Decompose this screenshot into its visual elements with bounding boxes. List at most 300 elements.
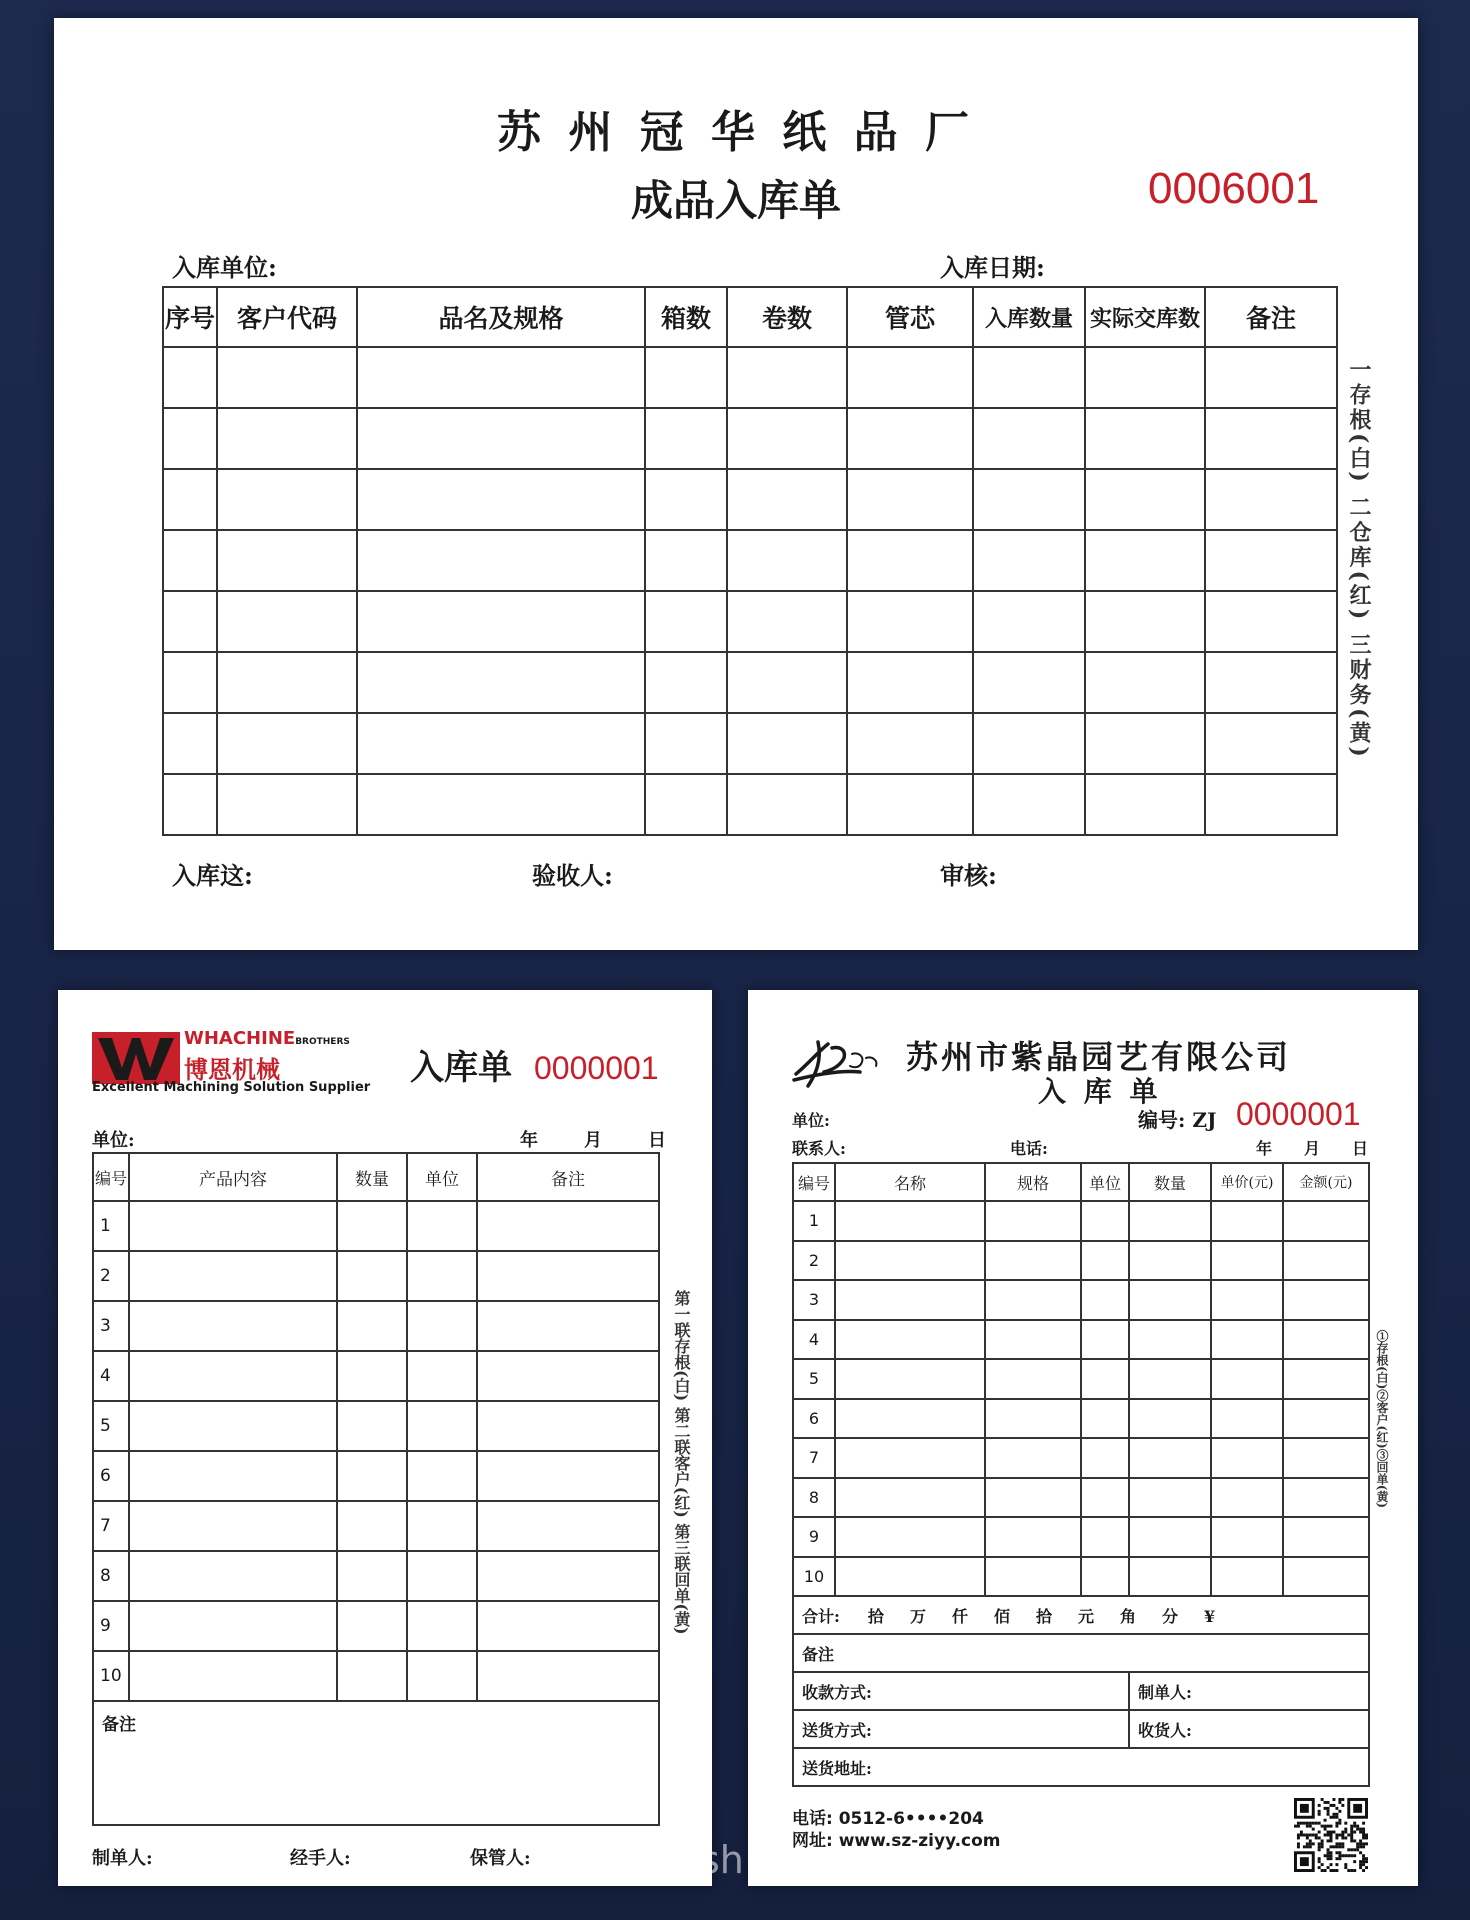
table-cell (985, 1557, 1081, 1597)
table-cell (217, 469, 357, 530)
table-cell (1205, 774, 1337, 835)
address-label: 送货地址: (793, 1748, 1369, 1786)
table-cell (1129, 1320, 1211, 1360)
footer-storer: 入库这: (172, 861, 253, 890)
table-cell (337, 1651, 407, 1701)
table-cell (1129, 1280, 1211, 1320)
inventory-form-guanhua (54, 18, 1418, 950)
inventory-form-zijing (748, 990, 1418, 1886)
table-cell (645, 530, 727, 591)
total-label: 合计: (802, 1606, 840, 1626)
header-cell: 编号 (793, 1163, 835, 1201)
table-row (93, 1201, 659, 1251)
signature-logo-icon (788, 1034, 884, 1094)
table-row (93, 1401, 659, 1451)
table-row (163, 713, 1337, 774)
table-cell (1085, 408, 1205, 469)
total-unit: 分 (1162, 1606, 1179, 1626)
total-row-cell (793, 1596, 1369, 1634)
summary-row (793, 1748, 1369, 1786)
table-cell (835, 1517, 985, 1557)
header-cell: 金额(元) (1283, 1163, 1369, 1201)
table-cell (1211, 1399, 1283, 1439)
table-row (793, 1320, 1369, 1360)
table-cell (1283, 1517, 1369, 1557)
table-cell (727, 469, 847, 530)
table-cell (407, 1351, 477, 1401)
total-unit: 元 (1078, 1606, 1095, 1626)
table-cell (1211, 1201, 1283, 1241)
table-cell (973, 530, 1085, 591)
payment-label: 收款方式: (793, 1672, 1129, 1710)
row-number: 8 (793, 1478, 835, 1518)
table-cell (847, 774, 973, 835)
table-cell (357, 774, 645, 835)
table-row (163, 469, 1337, 530)
table-cell (1081, 1399, 1129, 1439)
total-unit: 万 (909, 1606, 926, 1626)
row-number: 8 (93, 1551, 129, 1601)
table-cell (645, 591, 727, 652)
table-row (793, 1399, 1369, 1439)
table-cell (1085, 530, 1205, 591)
table-cell (357, 591, 645, 652)
table-cell (129, 1451, 337, 1501)
table-cell (973, 469, 1085, 530)
table-cell (727, 530, 847, 591)
table-cell (985, 1399, 1081, 1439)
table-row (163, 652, 1337, 713)
table-cell (1081, 1280, 1129, 1320)
phone-label: 电话: (1010, 1139, 1048, 1158)
date-month: 月 (1304, 1139, 1321, 1158)
table-cell (1085, 652, 1205, 713)
table-cell (1211, 1320, 1283, 1360)
table-cell (973, 652, 1085, 713)
table-cell (1081, 1557, 1129, 1597)
table-cell (1283, 1438, 1369, 1478)
table-cell (1205, 652, 1337, 713)
table-cell (407, 1401, 477, 1451)
table-cell (163, 469, 217, 530)
table-cell (1081, 1201, 1129, 1241)
total-unit: 拾 (1035, 1606, 1052, 1626)
table-cell (1129, 1359, 1211, 1399)
total-unit: 仟 (951, 1606, 968, 1626)
table-row (793, 1438, 1369, 1478)
number-label: 编号: ZJ (1138, 1108, 1217, 1132)
table-row (93, 1301, 659, 1351)
table-row (163, 530, 1337, 591)
header-cell: 编号 (93, 1153, 129, 1201)
table-cell (1205, 347, 1337, 408)
row-number: 9 (93, 1601, 129, 1651)
serial-number: 0000001 (1236, 1096, 1361, 1132)
row-number: 9 (793, 1517, 835, 1557)
table-cell (129, 1551, 337, 1601)
unit-label: 单位: (92, 1130, 135, 1151)
footer-phone: 电话: 0512-6••••204 (792, 1809, 984, 1829)
table-cell (1205, 469, 1337, 530)
table-cell (645, 713, 727, 774)
row-number: 7 (93, 1501, 129, 1551)
table-cell (835, 1557, 985, 1597)
copy-note: 第一联存根(白) 第二联客户(红) 第三联回单(黄) (672, 1290, 691, 1635)
table-cell (645, 774, 727, 835)
form-title: 入 库 单 (1038, 1075, 1162, 1108)
summary-row (793, 1710, 1369, 1748)
table-cell (1081, 1517, 1129, 1557)
table-cell (985, 1438, 1081, 1478)
table-cell (337, 1551, 407, 1601)
serial-number: 0006001 (1148, 164, 1320, 213)
table-cell (477, 1551, 659, 1601)
table-cell (1283, 1320, 1369, 1360)
table-cell (129, 1601, 337, 1651)
qr-code-icon (1294, 1798, 1368, 1872)
table-cell (477, 1251, 659, 1301)
receiver-label: 收货人: (1129, 1710, 1369, 1748)
total-unit: 拾 (867, 1606, 884, 1626)
table-row (793, 1201, 1369, 1241)
header-cell: 备注 (1205, 287, 1337, 347)
table-cell (973, 408, 1085, 469)
row-number: 4 (93, 1351, 129, 1401)
table-cell (835, 1399, 985, 1439)
table-row (163, 774, 1337, 835)
table-row (93, 1651, 659, 1701)
table-cell (129, 1301, 337, 1351)
date-year: 年 (520, 1130, 538, 1151)
table-cell (163, 591, 217, 652)
row-number: 2 (93, 1251, 129, 1301)
table-cell (357, 347, 645, 408)
table-cell (1129, 1557, 1211, 1597)
table-cell (1211, 1438, 1283, 1478)
table-cell (477, 1401, 659, 1451)
table-cell (407, 1651, 477, 1701)
table-cell (1283, 1399, 1369, 1439)
table-cell (337, 1351, 407, 1401)
table-cell (1085, 347, 1205, 408)
table-cell (1283, 1280, 1369, 1320)
table-cell (217, 530, 357, 591)
table-cell (1211, 1280, 1283, 1320)
header-cell: 名称 (835, 1163, 985, 1201)
table-header-row (93, 1153, 659, 1201)
table-cell (163, 774, 217, 835)
table-cell (985, 1241, 1081, 1281)
table-cell (407, 1551, 477, 1601)
delivery-label: 送货方式: (793, 1710, 1129, 1748)
table-cell (1205, 591, 1337, 652)
table-cell (217, 713, 357, 774)
table-cell (129, 1651, 337, 1701)
header-cell: 实际交库数 (1085, 287, 1205, 347)
table-row (93, 1351, 659, 1401)
table-cell (163, 347, 217, 408)
table-cell (1129, 1517, 1211, 1557)
table-cell (985, 1280, 1081, 1320)
header-cell: 数量 (337, 1153, 407, 1201)
table-row (93, 1451, 659, 1501)
table-cell (1085, 713, 1205, 774)
table-row (93, 1251, 659, 1301)
table-row (93, 1501, 659, 1551)
table-row (793, 1359, 1369, 1399)
table-cell (835, 1320, 985, 1360)
table-cell (645, 469, 727, 530)
serial-number: 0000001 (534, 1050, 659, 1086)
table-cell (407, 1601, 477, 1651)
header-cell: 品名及规格 (357, 287, 645, 347)
table-cell (1205, 408, 1337, 469)
inventory-table (92, 1152, 660, 1826)
table-cell (1211, 1359, 1283, 1399)
table-cell (337, 1451, 407, 1501)
table-cell (1129, 1478, 1211, 1518)
table-row (793, 1517, 1369, 1557)
copy-note: ①存根(白)②客户(红)③回单(黄) (1375, 1330, 1389, 1509)
table-cell (407, 1451, 477, 1501)
company-name: 苏州市紫晶园艺有限公司 (906, 1038, 1292, 1076)
table-cell (477, 1651, 659, 1701)
table-cell (217, 408, 357, 469)
table-cell (847, 347, 973, 408)
table-cell (985, 1320, 1081, 1360)
table-cell (973, 347, 1085, 408)
table-cell (129, 1201, 337, 1251)
table-cell (645, 408, 727, 469)
table-cell (985, 1201, 1081, 1241)
form-title: 成品入库单 (630, 176, 841, 225)
table-cell (1283, 1478, 1369, 1518)
table-cell (357, 652, 645, 713)
remark-row (93, 1701, 659, 1825)
table-cell (357, 713, 645, 774)
inventory-form-whachine (58, 990, 712, 1886)
date-month: 月 (584, 1130, 602, 1151)
header-cell: 备注 (477, 1153, 659, 1201)
table-cell (847, 713, 973, 774)
table-cell (477, 1601, 659, 1651)
table-cell (217, 652, 357, 713)
table-cell (163, 652, 217, 713)
table-cell (217, 591, 357, 652)
summary-row (793, 1596, 1369, 1634)
watermark: sh (700, 1838, 744, 1882)
row-number: 4 (793, 1320, 835, 1360)
table-cell (337, 1301, 407, 1351)
table-cell (1081, 1320, 1129, 1360)
total-unit: 佰 (993, 1606, 1010, 1626)
footer-maker: 制单人: (92, 1848, 153, 1869)
table-cell (337, 1601, 407, 1651)
table-cell (1085, 774, 1205, 835)
table-cell (1129, 1241, 1211, 1281)
table-cell (727, 652, 847, 713)
table-cell (1129, 1201, 1211, 1241)
table-cell (163, 408, 217, 469)
table-cell (477, 1301, 659, 1351)
table-cell (645, 652, 727, 713)
table-header-row (793, 1163, 1369, 1201)
footer-handler: 经手人: (290, 1848, 351, 1869)
form-title: 入库单 (410, 1048, 512, 1088)
table-cell (477, 1201, 659, 1251)
table-cell (847, 408, 973, 469)
table-cell (1211, 1478, 1283, 1518)
unit-label: 入库单位: (172, 253, 277, 282)
table-cell (477, 1451, 659, 1501)
table-row (93, 1551, 659, 1601)
row-number: 2 (793, 1241, 835, 1281)
table-row (163, 591, 1337, 652)
table-cell (1085, 469, 1205, 530)
table-cell (847, 652, 973, 713)
date-day: 日 (1352, 1139, 1369, 1158)
table-cell (985, 1517, 1081, 1557)
table-cell (1205, 713, 1337, 774)
row-number: 3 (93, 1301, 129, 1351)
table-cell (973, 591, 1085, 652)
table-row (793, 1241, 1369, 1281)
header-cell: 序号 (163, 287, 217, 347)
table-cell (1283, 1359, 1369, 1399)
row-number: 5 (793, 1359, 835, 1399)
w-logo-icon (92, 1032, 180, 1084)
row-number: 7 (793, 1438, 835, 1478)
table-cell (477, 1351, 659, 1401)
remark-label: 备注 (793, 1634, 1369, 1672)
table-cell (1129, 1438, 1211, 1478)
row-number: 1 (793, 1201, 835, 1241)
header-cell: 单位 (407, 1153, 477, 1201)
date-year: 年 (1256, 1139, 1273, 1158)
company-name: 苏 州 冠 华 纸 品 厂 (497, 107, 975, 158)
footer-auditor: 审核: (940, 861, 997, 890)
table-cell (129, 1351, 337, 1401)
table-cell (129, 1501, 337, 1551)
table-cell (407, 1251, 477, 1301)
table-cell (973, 713, 1085, 774)
table-cell (407, 1301, 477, 1351)
table-cell (727, 591, 847, 652)
table-cell (1283, 1557, 1369, 1597)
table-cell (357, 530, 645, 591)
table-cell (129, 1401, 337, 1451)
table-cell (835, 1241, 985, 1281)
header-cell: 管芯 (847, 287, 973, 347)
total-unit: ¥ (1204, 1606, 1216, 1626)
brand-en-main: WHACHINE (184, 1028, 296, 1049)
table-cell (835, 1280, 985, 1320)
row-number: 6 (793, 1399, 835, 1439)
header-cell: 规格 (985, 1163, 1081, 1201)
row-number: 10 (93, 1651, 129, 1701)
header-cell: 入库数量 (973, 287, 1085, 347)
table-cell (163, 713, 217, 774)
table-cell (1211, 1517, 1283, 1557)
header-cell: 单价(元) (1211, 1163, 1283, 1201)
row-number: 1 (93, 1201, 129, 1251)
table-cell (407, 1501, 477, 1551)
table-cell (835, 1359, 985, 1399)
table-cell (1081, 1359, 1129, 1399)
brand-english (184, 1028, 350, 1049)
table-cell (835, 1438, 985, 1478)
inventory-table (792, 1162, 1370, 1787)
table-cell (337, 1501, 407, 1551)
table-cell (217, 774, 357, 835)
date-label: 入库日期: (940, 253, 1045, 282)
table-cell (727, 408, 847, 469)
table-row (793, 1280, 1369, 1320)
brand-en-small: BROTHERS (295, 1037, 350, 1047)
table-cell (163, 530, 217, 591)
table-row (793, 1478, 1369, 1518)
table-cell (847, 530, 973, 591)
table-cell (1283, 1241, 1369, 1281)
table-cell (1211, 1241, 1283, 1281)
table-cell (835, 1478, 985, 1518)
table-cell (1081, 1438, 1129, 1478)
header-cell: 卷数 (727, 287, 847, 347)
header-cell: 客户代码 (217, 287, 357, 347)
table-cell (1205, 530, 1337, 591)
table-cell (337, 1201, 407, 1251)
row-number: 6 (93, 1451, 129, 1501)
footer-keeper: 保管人: (470, 1848, 531, 1869)
table-cell (477, 1501, 659, 1551)
table-cell (217, 347, 357, 408)
table-cell (645, 347, 727, 408)
date-day: 日 (648, 1130, 666, 1151)
table-cell (1081, 1241, 1129, 1281)
table-cell (727, 774, 847, 835)
table-cell (129, 1251, 337, 1301)
table-cell (973, 774, 1085, 835)
table-cell (337, 1251, 407, 1301)
row-number: 5 (93, 1401, 129, 1451)
table-cell (337, 1401, 407, 1451)
summary-row (793, 1634, 1369, 1672)
table-cell (727, 347, 847, 408)
total-unit: 角 (1120, 1606, 1137, 1626)
table-cell (357, 469, 645, 530)
header-cell: 数量 (1129, 1163, 1211, 1201)
table-row (163, 408, 1337, 469)
header-cell: 箱数 (645, 287, 727, 347)
table-cell (985, 1478, 1081, 1518)
copy-note: 一存根(白) 二仓库(红) 三财务(黄) (1346, 358, 1372, 760)
table-cell (357, 408, 645, 469)
row-number: 10 (793, 1557, 835, 1597)
table-cell (407, 1201, 477, 1251)
inventory-table (162, 286, 1338, 836)
table-row (163, 347, 1337, 408)
table-cell (985, 1359, 1081, 1399)
table-cell (1283, 1201, 1369, 1241)
table-cell (847, 591, 973, 652)
brand-tagline: Excellent Machining Solution Supplier (92, 1080, 371, 1095)
table-cell (835, 1201, 985, 1241)
table-cell (1211, 1557, 1283, 1597)
table-cell (727, 713, 847, 774)
table-row (793, 1557, 1369, 1597)
footer-website: 网址: www.sz-ziyy.com (792, 1831, 1001, 1851)
remark-label: 备注 (93, 1701, 659, 1825)
